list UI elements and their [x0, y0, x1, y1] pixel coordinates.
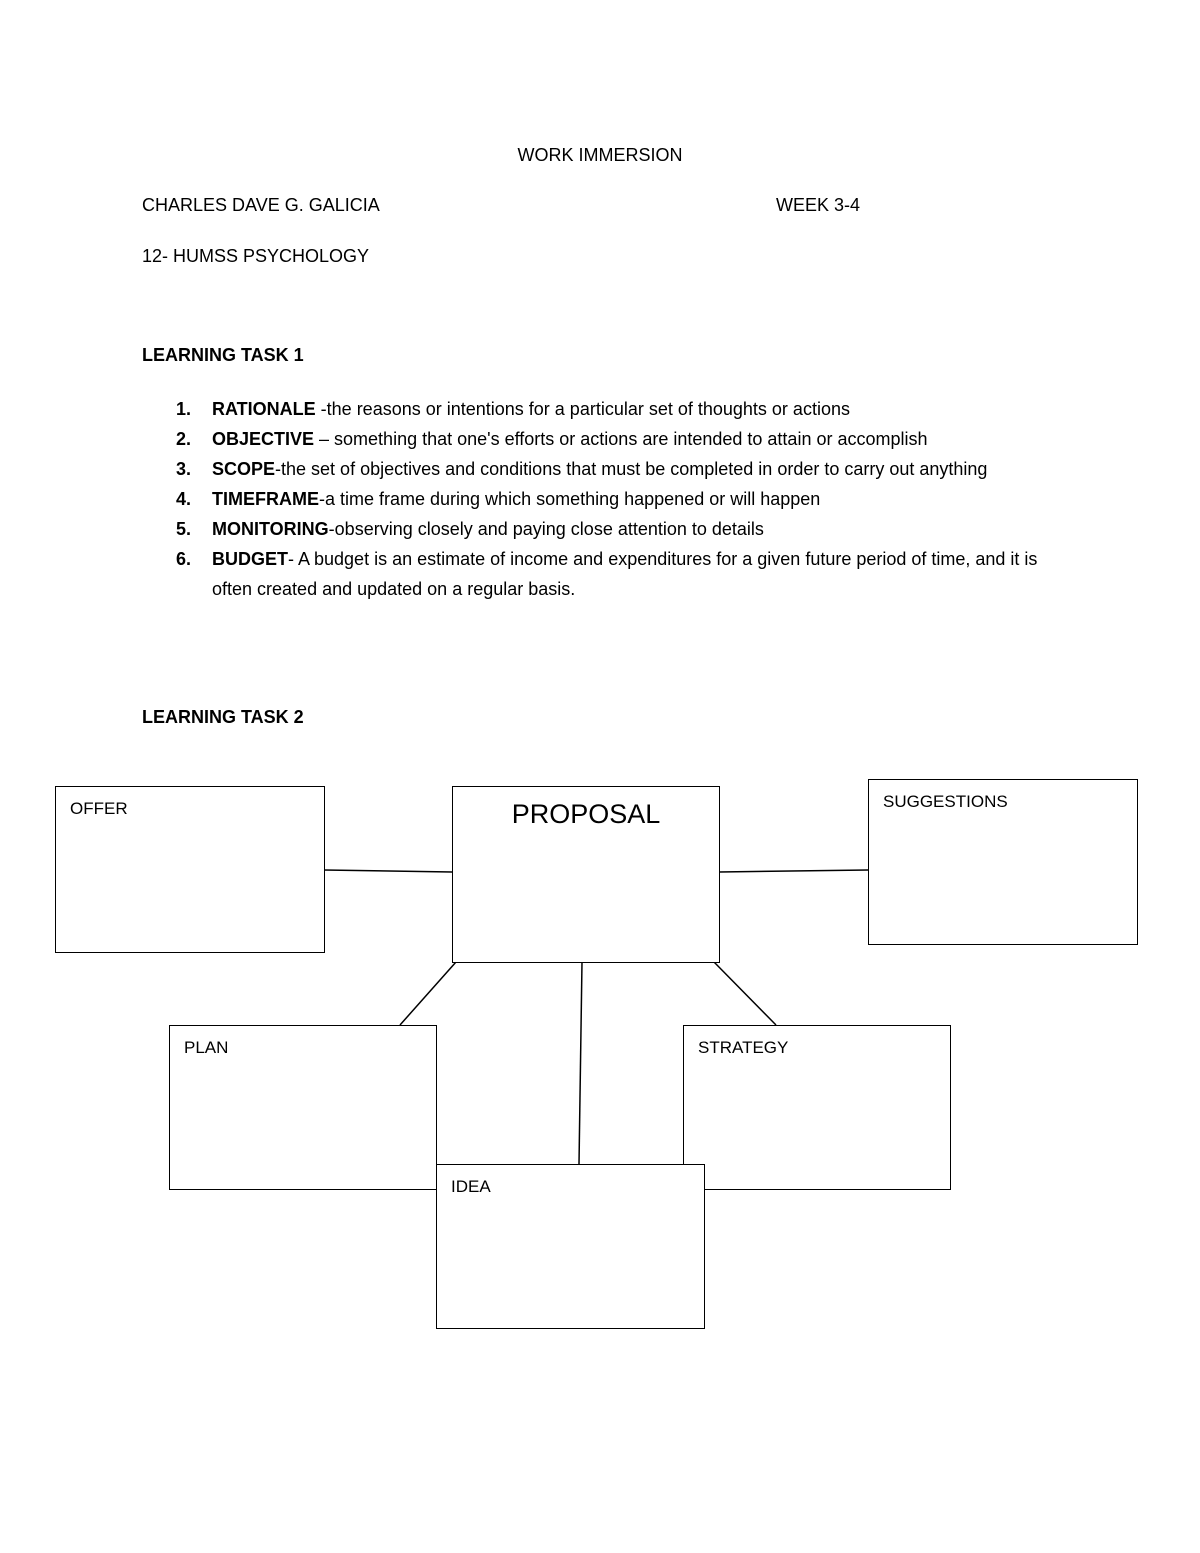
item-term: TIMEFRAME [212, 489, 319, 509]
list-item [142, 484, 1062, 514]
item-term: SCOPE [212, 459, 276, 479]
definition-list [142, 394, 1062, 604]
week-label: WEEK 3-4 [776, 195, 861, 215]
connector-proposal-suggestions [719, 870, 868, 872]
list-item [142, 454, 1062, 484]
item-number: 1. [176, 399, 192, 419]
list-item [142, 394, 1062, 424]
plan-box [169, 1025, 437, 1190]
item-term: BUDGET [212, 549, 288, 569]
suggestions-box [868, 779, 1138, 945]
strategy-box [683, 1025, 951, 1190]
connector-offer-proposal [324, 870, 452, 872]
proposal-label: PROPOSAL [511, 799, 661, 829]
learning-task-1-heading: LEARNING TASK 1 [142, 345, 304, 365]
list-item [142, 424, 1062, 454]
item-number: 2. [176, 429, 192, 449]
connector-proposal-strategy [714, 962, 776, 1025]
list-item [142, 544, 1062, 604]
item-definition: -the set of objectives and conditions that must be completed in order to carry out anything [275, 459, 988, 479]
proposal-box [452, 786, 720, 963]
item-term: MONITORING [212, 519, 329, 539]
suggestions-label: SUGGESTIONS [883, 792, 1008, 811]
item-definition: – something that one's efforts or actions are intended to attain or accomplish [314, 429, 928, 449]
item-definition: -the reasons or intentions for a particular set of thoughts or actions [315, 399, 850, 419]
item-number: 4. [176, 489, 192, 509]
proposal-diagram [0, 760, 1200, 1360]
learning-task-2-heading: LEARNING TASK 2 [142, 707, 304, 727]
offer-label: OFFER [70, 799, 128, 818]
idea-box [436, 1164, 705, 1329]
item-definition: - A budget is an estimate of income and expenditures for a given future period of time, and it is often created and updated on a regular basis. [212, 549, 1038, 599]
idea-label: IDEA [451, 1177, 491, 1196]
item-definition: -a time frame during which something happened or will happen [319, 489, 821, 509]
plan-label: PLAN [184, 1038, 229, 1057]
strategy-label: STRATEGY [698, 1038, 789, 1057]
item-term: OBJECTIVE [212, 429, 315, 449]
connector-proposal-plan [400, 962, 456, 1025]
student-name: CHARLES DAVE G. GALICIA [142, 195, 380, 215]
item-number: 6. [176, 549, 192, 569]
offer-box [55, 786, 325, 953]
item-term: RATIONALE [212, 399, 316, 419]
section-label: 12- HUMSS PSYCHOLOGY [142, 246, 370, 266]
connector-proposal-idea [579, 962, 582, 1164]
item-number: 5. [176, 519, 192, 539]
document-title: WORK IMMERSION [517, 145, 683, 165]
item-definition: -observing closely and paying close attention to details [328, 519, 764, 539]
list-item [142, 514, 1062, 544]
item-number: 3. [176, 459, 192, 479]
